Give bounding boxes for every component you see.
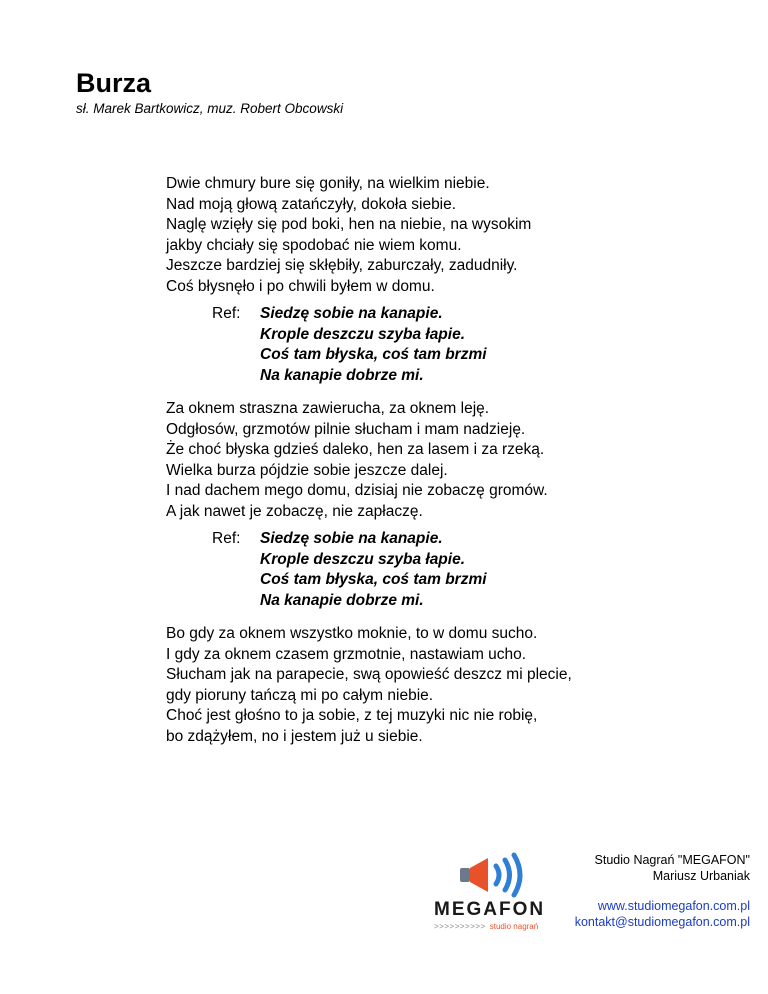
studio-name: Studio Nagrań "MEGAFON" (594, 853, 750, 867)
refrain-2 (212, 529, 487, 611)
megafon-logo (434, 852, 574, 932)
refrain-line: Na kanapie dobrze mi. (260, 366, 424, 384)
refrain-line: Coś tam błyska, coś tam brzmi (260, 571, 487, 588)
verse-3 (166, 624, 572, 747)
logo-studio-text: studio nagrań (489, 922, 539, 931)
verse-line: jakby chciały się spodobać nie wiem komu. (166, 236, 462, 254)
website-link[interactable]: www.studiomegafon.com.pl (597, 899, 750, 913)
verse-line: Jeszcze bardziej się skłębiły, zaburczały, zadudniły. (166, 257, 518, 274)
studio-contact (575, 898, 750, 930)
refrain-line: Na kanapie dobrze mi. (260, 591, 424, 609)
verse-line: I nad dachem mego domu, dzisiaj nie zobaczę gromów. (166, 482, 548, 499)
song-credits: sł. Marek Bartkowicz, muz. Robert Obcowski (76, 101, 344, 116)
verse-line: I gdy za oknem czasem grzmotnie, nastawiam ucho. (166, 645, 527, 663)
verse-1 (166, 174, 531, 297)
refrain-label: Ref: (212, 530, 241, 547)
verse-line: Słucham jak na parapecie, swą opowieść deszcz mi plecie, (166, 666, 572, 683)
refrain-1 (212, 304, 487, 386)
verse-line: Odgłosów, grzmotów pilnie słucham i mam nadzieję. (166, 420, 526, 438)
studio-owner: Mariusz Urbaniak (652, 869, 750, 883)
song-title: Burza (76, 68, 152, 98)
email-link[interactable]: kontakt@studiomegafon.com.pl (574, 915, 750, 929)
logo-arrows: >>>>>>>>>> (434, 922, 486, 931)
verse-line: Bo gdy za oknem wszystko moknie, to w domu sucho. (166, 625, 538, 642)
refrain-line: Krople deszczu szyba łapie. (260, 325, 466, 343)
verse-line: Za oknem straszna zawierucha, za oknem leję. (166, 400, 490, 417)
refrain-line: Siedzę sobie na kanapie. (260, 305, 443, 322)
refrain-line: Siedzę sobie na kanapie. (260, 530, 443, 547)
logo-tagline (434, 922, 538, 931)
verse-line: Nad moją głową zatańczyły, dokoła siebie. (166, 195, 457, 213)
verse-line: Że choć błyska gdzieś daleko, hen za lasem i za rzeką. (166, 441, 545, 458)
verse-line: A jak nawet je zobaczę, nie zapłaczę. (166, 502, 423, 520)
studio-info (595, 852, 750, 884)
refrain-line: Coś tam błyska, coś tam brzmi (260, 346, 487, 363)
verse-line: Choć jest głośno to ja sobie, z tej muzyki nic nie robię, (166, 707, 538, 724)
verse-line: Coś błysnęło i po chwili byłem w domu. (166, 277, 435, 295)
logo-wordmark: MEGAFON (434, 899, 546, 920)
verse-2 (166, 399, 548, 522)
verse-line: Wielka burza pójdzie sobie jeszcze dalej. (166, 461, 448, 479)
verse-line: gdy pioruny tańczą mi po całym niebie. (166, 686, 434, 704)
refrain-label: Ref: (212, 305, 241, 322)
verse-line: Dwie chmury bure się goniły, na wielkim niebie. (166, 175, 490, 192)
megaphone-icon (458, 852, 538, 898)
verse-line: Naglę wzięły się pod boki, hen na niebie, na wysokim (166, 216, 532, 233)
refrain-line: Krople deszczu szyba łapie. (260, 550, 466, 568)
verse-line: bo zdążyłem, no i jestem już u siebie. (166, 727, 423, 745)
